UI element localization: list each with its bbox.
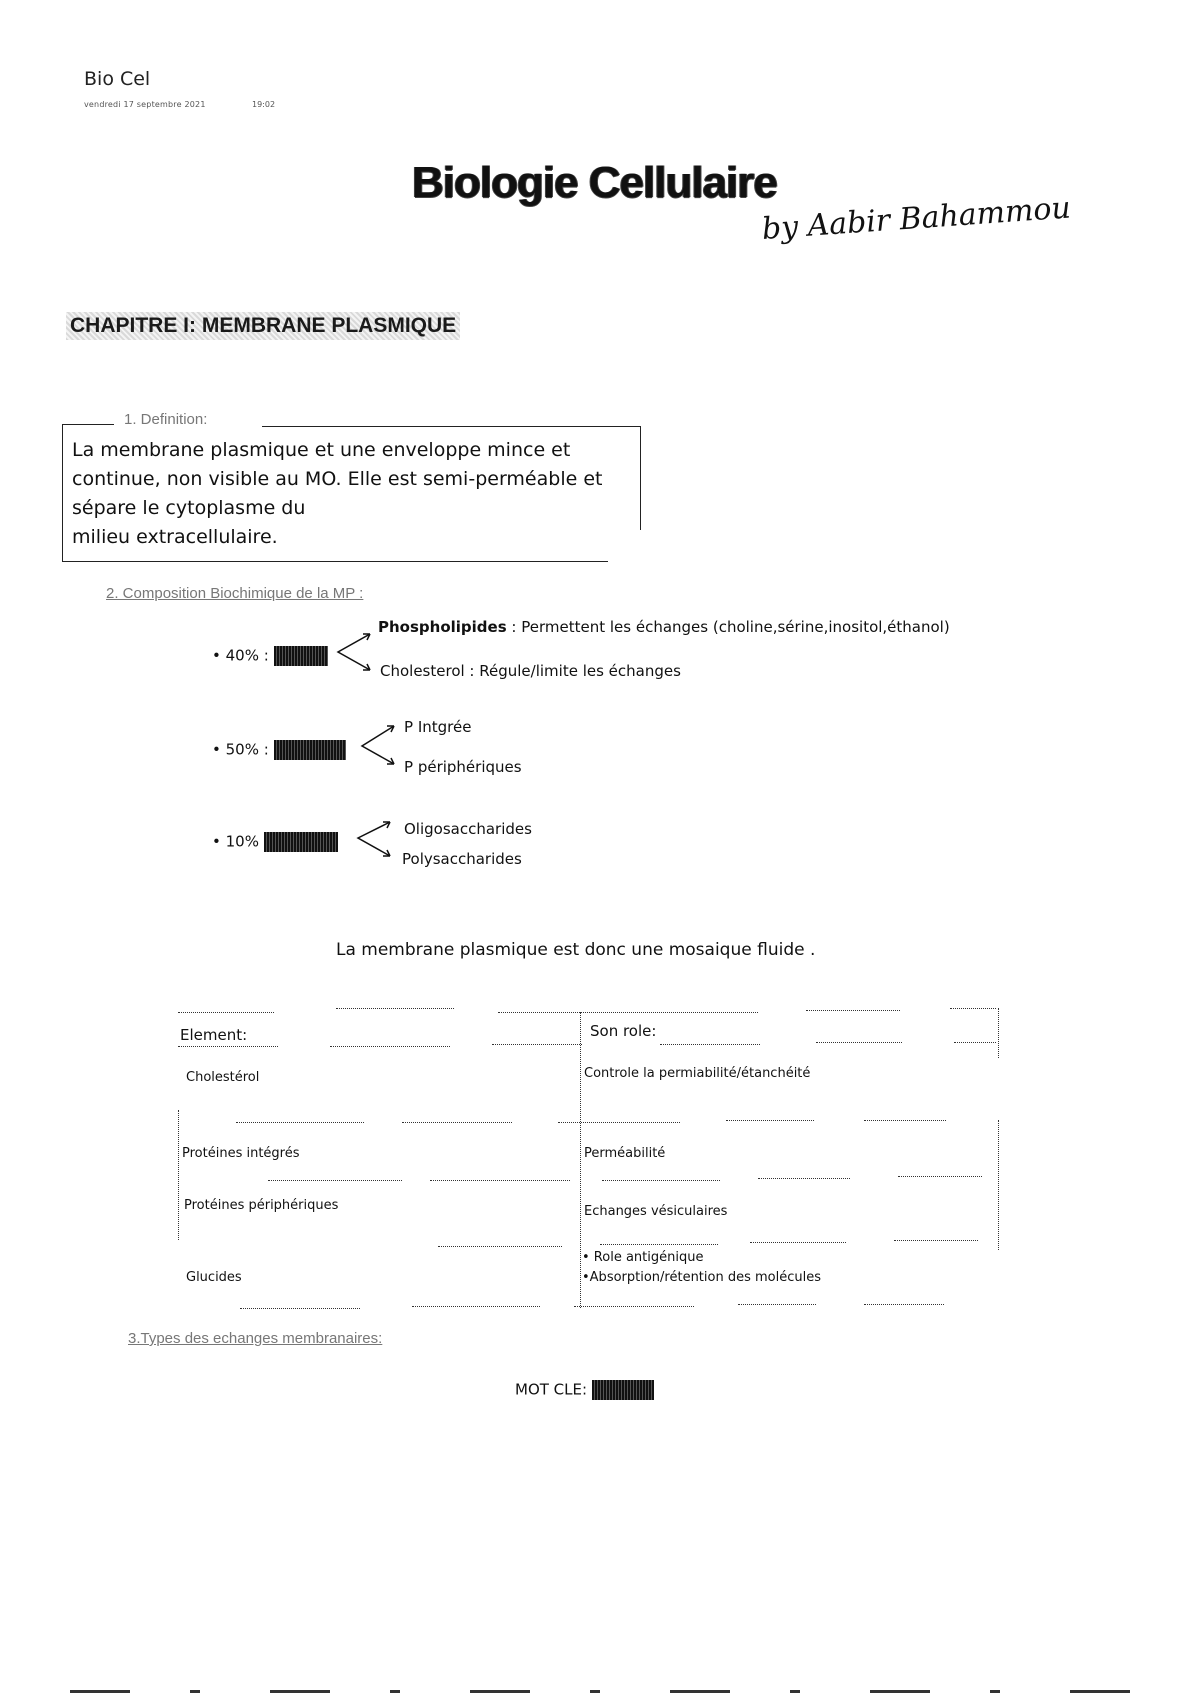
table-rule xyxy=(806,1010,900,1011)
table-rule xyxy=(412,1306,540,1307)
proteins-percent xyxy=(212,740,346,760)
table-rule xyxy=(738,1304,816,1305)
table-rule xyxy=(430,1180,570,1181)
table-rule xyxy=(602,1180,720,1181)
exchange-types-heading: 3.Types des echanges membranaires: xyxy=(128,1330,383,1347)
table-rule xyxy=(750,1242,846,1243)
table-rule xyxy=(492,1044,582,1045)
definition-line: La membrane plasmique et une enveloppe mince et xyxy=(72,439,571,461)
keyword-label: MOT CLE: xyxy=(515,1380,588,1399)
keyword-line xyxy=(515,1380,654,1400)
definition-text xyxy=(72,436,642,552)
table-rule xyxy=(498,1012,758,1013)
p-peripheriques-item: P périphériques xyxy=(404,758,522,776)
table-rule xyxy=(236,1122,364,1123)
table-rule xyxy=(660,1044,760,1045)
scan-artifact-line xyxy=(70,1690,1170,1693)
table-cell-role: •Absorption/rétention des molécules xyxy=(582,1270,821,1285)
table-rule xyxy=(336,1008,454,1009)
redacted-word xyxy=(274,740,346,760)
table-rule xyxy=(816,1042,902,1043)
page-date: vendredi 17 septembre 2021 xyxy=(84,100,206,109)
table-rule xyxy=(600,1244,718,1245)
cholesterol-item: Cholesterol : Régule/limite les échanges xyxy=(380,662,681,680)
percent-label: • 50% : xyxy=(212,740,269,759)
table-rule xyxy=(758,1178,850,1179)
composition-heading: 2. Composition Biochimique de la MP : xyxy=(106,585,364,602)
glucides-percent xyxy=(212,832,338,852)
table-cell-role: Echanges vésiculaires xyxy=(584,1204,728,1219)
box-border-bottom xyxy=(62,561,608,562)
page-title: Biologie Cellulaire xyxy=(412,158,777,207)
table-rule xyxy=(864,1120,946,1121)
table-rule xyxy=(726,1120,814,1121)
table-rule xyxy=(558,1122,680,1123)
chapter-heading: CHAPITRE I: MEMBRANE PLASMIQUE xyxy=(66,312,460,340)
table-border-left xyxy=(178,1110,179,1240)
table-cell-element: Cholestérol xyxy=(186,1070,260,1085)
p-integree-item: P Intgrée xyxy=(404,718,472,736)
table-cell-role: Perméabilité xyxy=(584,1146,666,1161)
table-cell-role: Controle la permiabilité/étanchéité xyxy=(584,1066,811,1081)
table-header-element: Element: xyxy=(180,1026,248,1044)
table-rule xyxy=(402,1122,512,1123)
table-rule xyxy=(954,1042,996,1043)
table-rule xyxy=(864,1304,944,1305)
definition-line: sépare le cytoplasme du xyxy=(72,497,306,519)
definition-line: milieu extracellulaire. xyxy=(72,526,278,548)
branch-arrow-icon xyxy=(358,722,398,768)
table-cell-element: Protéines périphériques xyxy=(184,1198,339,1213)
redacted-word xyxy=(264,832,338,852)
percent-label: • 40% : xyxy=(212,646,269,665)
table-cell-element: Protéines intégrés xyxy=(182,1146,300,1161)
table-rule xyxy=(950,1008,996,1009)
author-signature: by Aabir Bahammou xyxy=(760,190,1072,247)
table-rule xyxy=(178,1046,278,1047)
redacted-word xyxy=(274,646,328,666)
percent-label: • 10% xyxy=(212,832,259,851)
summary-sentence: La membrane plasmique est donc une mosaique fluide . xyxy=(336,940,816,960)
polysaccharides-item: Polysaccharides xyxy=(402,850,522,868)
table-cell-role: • Role antigénique xyxy=(582,1250,704,1265)
table-cell-element: Glucides xyxy=(186,1270,242,1285)
table-border-right xyxy=(998,1120,999,1250)
redacted-word xyxy=(592,1380,654,1400)
table-rule xyxy=(574,1306,694,1307)
branch-arrow-icon xyxy=(354,818,394,860)
definition-heading: 1. Definition: xyxy=(124,411,208,428)
table-rule xyxy=(330,1046,450,1047)
table-column-divider xyxy=(580,1012,581,1308)
table-header-role: Son role: xyxy=(590,1022,657,1040)
table-rule xyxy=(898,1176,982,1177)
table-rule xyxy=(178,1012,274,1013)
lipids-percent xyxy=(212,646,328,666)
box-border-top-left xyxy=(62,424,114,425)
page-time: 19:02 xyxy=(252,100,276,109)
table-rule xyxy=(240,1308,360,1309)
table-rule xyxy=(268,1180,402,1181)
table-border-right xyxy=(998,1008,999,1058)
table-rule xyxy=(438,1246,562,1247)
notebook-title: Bio Cel xyxy=(84,68,151,90)
branch-arrow-icon xyxy=(334,630,374,674)
table-rule xyxy=(894,1240,978,1241)
phospholipides-item: Phospholipides : Permettent les échanges (choline,sérine,inositol,éthanol) xyxy=(378,618,950,636)
definition-line: continue, non visible au MO. Elle est semi-perméable et xyxy=(72,468,603,490)
box-border-top-right xyxy=(262,426,640,427)
oligosaccharides-item: Oligosaccharides xyxy=(404,820,532,838)
box-border-left xyxy=(62,424,63,562)
